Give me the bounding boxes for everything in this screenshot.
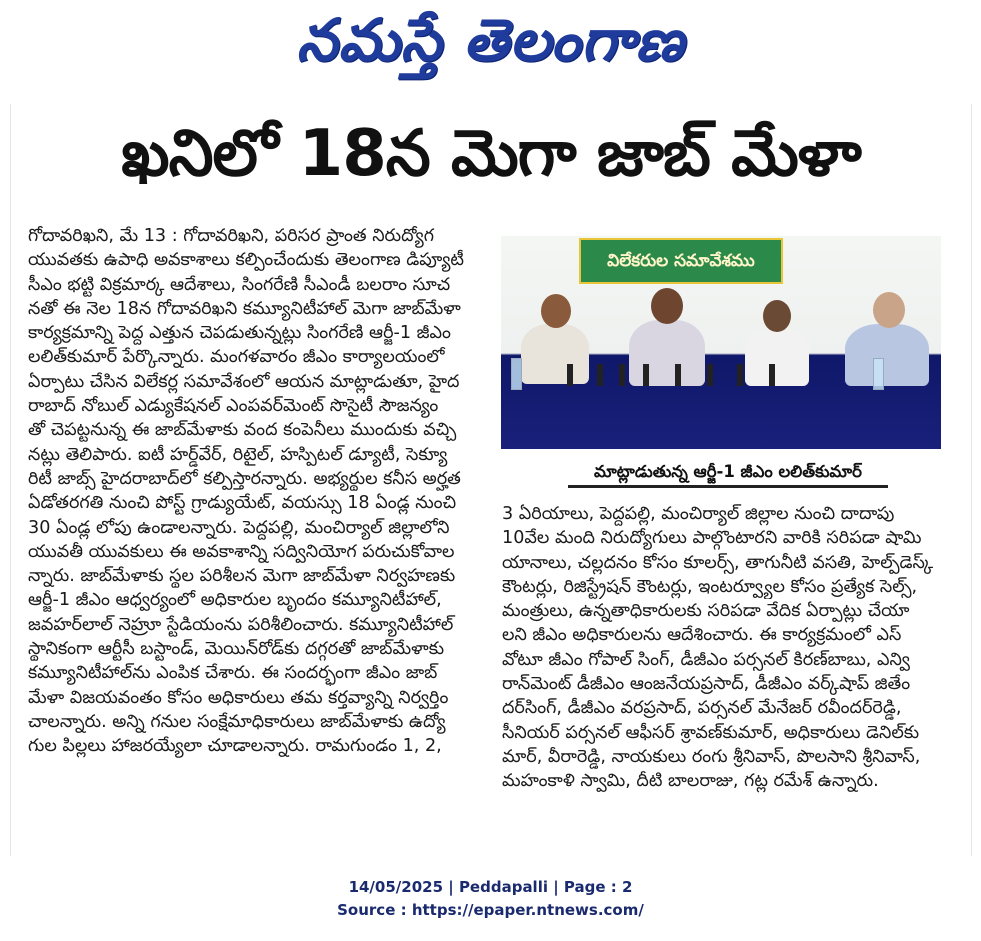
water-bottle (873, 358, 884, 390)
masthead (0, 0, 981, 84)
article-line: కమ్యూనిటీహాల్‌ను ఎంపిక చేశారు. ఈ సందర్భంగా జీఎం జాబ్ (28, 663, 438, 684)
person-head (541, 294, 571, 328)
article-line: నట్లు తెలిపారు. ఐటీ హర్డ్‌వేర్, రిటైల్, హస్పిటల్ డ్యూటీ, సెక్యూ (28, 444, 448, 465)
person-figure (629, 320, 705, 386)
article-line: జవహర్‌లాల్ నెహ్రూ స్టేడియంను పరిశీలించారు. కమ్యూనిటీహాల్ (28, 614, 454, 635)
article-line: యానాలు, చల్లదనం కోసం కూలర్స్, తాగునీటి వసతి, హెల్ప్‌డెస్క్ (502, 552, 934, 573)
article-line: ఏర్పాటు చేసిన విలేకర్ల సమావేశంలో ఆయన మాట్లాడుతూ, హైద (28, 371, 460, 392)
article-line: కౌంటర్లు, రిజిస్ట్రేషన్ కౌంటర్లు, ఇంటర్వ్యూల కోసం ప్రత్యేక సెల్స్, (502, 576, 918, 597)
microphone (707, 364, 713, 386)
article-column-left (28, 224, 480, 759)
person-head (873, 292, 905, 328)
source-link[interactable]: Source : https://epaper.ntnews.com/ (337, 901, 644, 919)
article-line: సీఎం భట్టి విక్రమార్క ఆదేశాలు, సింగరేణి సీఎండీ బలరాం సూచ (28, 274, 451, 295)
microphone (597, 364, 603, 386)
microphone (567, 364, 573, 386)
article-line: గుల పిల్లలు హాజరయ్యేలా చూడాలన్నారు. రామగుండం 1, 2, (28, 736, 442, 757)
microphone (675, 364, 681, 386)
article-line: లలిత్‌కుమార్ పేర్కొన్నారు. మంగళవారం జీఎం కార్యాలయంలో (28, 347, 445, 368)
article-line: స్థానికంగా ఆర్టీసీ బస్టాండ్, మెయిన్‌రోడ్‌కు దగ్గరతో జాబ్‌మేళాకు (28, 639, 445, 660)
article-line: మేళా విజయవంతం కోసం అధికారులు తమ కర్తవ్యాన్ని నిర్వర్తిం (28, 687, 449, 708)
article-line: ఆర్జీ-1 జీఎం ఆధ్వర్యంలో అధికారుల బృందం కమ్యూనిటీహాల్, (28, 590, 442, 611)
article-line: సీనియర్ పర్సనల్ ఆఫీసర్ శ్రావణ్‌కుమార్, అధికారులు డెనిల్‌కు (502, 722, 920, 743)
person-figure (745, 328, 809, 386)
article-line: 3 ఏరియాలు, పెద్దపల్లి, మంచిర్యాల్ జిల్లాల నుంచి దాదాపు (502, 504, 895, 524)
article-line: యువతకు ఉపాధి అవకాశాలు కల్పించేందుకు తెలంగాణ డిప్యూటీ (28, 250, 464, 271)
article-line: వోటూ జీఎం గోపాల్ సింగ్, డీజీఎం పర్సనల్ కిరణ్‌బాబు, ఎన్వి (502, 649, 910, 670)
edition-info: 14/05/2025 | Peddapalli | Page : 2 (348, 878, 633, 896)
article-line: యువతీ యువకులు ఈ అవకాశాన్ని సద్వినియోగ పరుచుకోవాల (28, 541, 455, 562)
article-clipping (10, 104, 972, 856)
person-head (651, 288, 683, 324)
article-line: తో చెపట్టనున్న ఈ జాబ్‌మేళాకు వంద కంపెనీలు ముందుకు వచ్చి (28, 420, 457, 441)
article-line: కార్యక్రమాన్ని పెద్ద ఎత్తున చెపడుతున్నట్లు సింగరేణి ఆర్జీ-1 జీఎం (28, 323, 451, 344)
person-head (763, 300, 791, 332)
article-headline: ఖనిలో 18న మెగా జాబ్ మేళా (121, 117, 861, 191)
person-figure (845, 324, 929, 386)
article-line: మంత్రులు, ఉన్నతాధికారులకు సరిపడా వేదిక ఏర్పాట్లు చేయా (502, 601, 910, 622)
article-line: 10వేల మంది నిరుద్యోగులు పాల్గొంటారని వారికి సరిపడా షామి (502, 528, 922, 549)
article-column-right (502, 502, 942, 794)
article-line: రాబాద్ నోబుల్ ఎడ్యుకేషనల్ ఎంపవర్‌మెంట్ సొసైటీ సౌజన్యం (28, 396, 439, 417)
article-line: రిటీ జాబ్స్ హైదరాబాద్‌లో కల్పిస్తారన్నారు. అభ్యర్థుల కనీస అర్హత (28, 468, 461, 489)
article-line: న్నారు. జాబ్‌మేళాకు స్థల పరిశీలన మెగా జాబ్‌మేళా నిర్వహణకు (28, 566, 456, 587)
article-line: దర్‌సింగ్, డీజీఎం వరప్రసాద్, పర్సనల్ మేనేజర్ రవీందర్‌రెడ్డి, (502, 698, 902, 719)
article-line: నతో ఈ నెల 18న గోదావరిఖని కమ్యూనిటీహాల్ మెగా జాబ్‌మేళా (28, 298, 461, 319)
article-line: ఏడోతరగతి నుంచి పోస్ట్ గ్రాడ్యుయేట్, వయస్సు 18 ఏండ్ల నుంచి (28, 493, 457, 514)
microphone (643, 364, 649, 386)
article-line: మార్, వీరారెడ్డి, నాయకులు రంగు శ్రీనివాస్, పొలసాని శ్రీనివాస్, (502, 746, 921, 767)
newspaper-logo: నమస్తే తెలంగాణ (296, 6, 685, 74)
article-line: మహంకాళి స్వామి, దీటి బాలరాజు, గట్ల రమేశ్ ఉన్నారు. (502, 771, 879, 792)
person-figure (521, 324, 589, 384)
article-line: రాన్‌మెంట్ డీజీఎం ఆంజనేయప్రసాద్, డీజీఎం వర్క్‌షాప్ జితేం (502, 674, 911, 695)
article-line: 30 ఏండ్ల లోపు ఉండాలన్నారు. పెద్దపల్లి, మంచిర్యాల్ జిల్లాలోని (28, 517, 450, 538)
article-line: చాలన్నారు. అన్ని గనుల సంక్షేమాధికారులు జాబ్‌మేళాకు ఉద్యో (28, 711, 446, 732)
photo-banner: విలేకరుల సమావేశము (579, 238, 783, 284)
microphone (619, 364, 625, 386)
article-line: లని జీఎం అధికారులను ఆదేశించారు. ఈ కార్యక్రమంలో ఎస్ (502, 625, 902, 646)
microphone (737, 364, 743, 386)
press-meet-photo (501, 236, 941, 449)
microphone (769, 364, 775, 386)
photo-caption: మాట్లాడుతున్న ఆర్జీ-1 జీఎం లలిత్‌కుమార్ (568, 459, 888, 488)
water-bottle (511, 358, 522, 390)
article-line: గోదావరిఖని, మే 13 : గోదావరిఖని, పరిసర ప్రాంత నిరుద్యోగ (28, 226, 434, 246)
